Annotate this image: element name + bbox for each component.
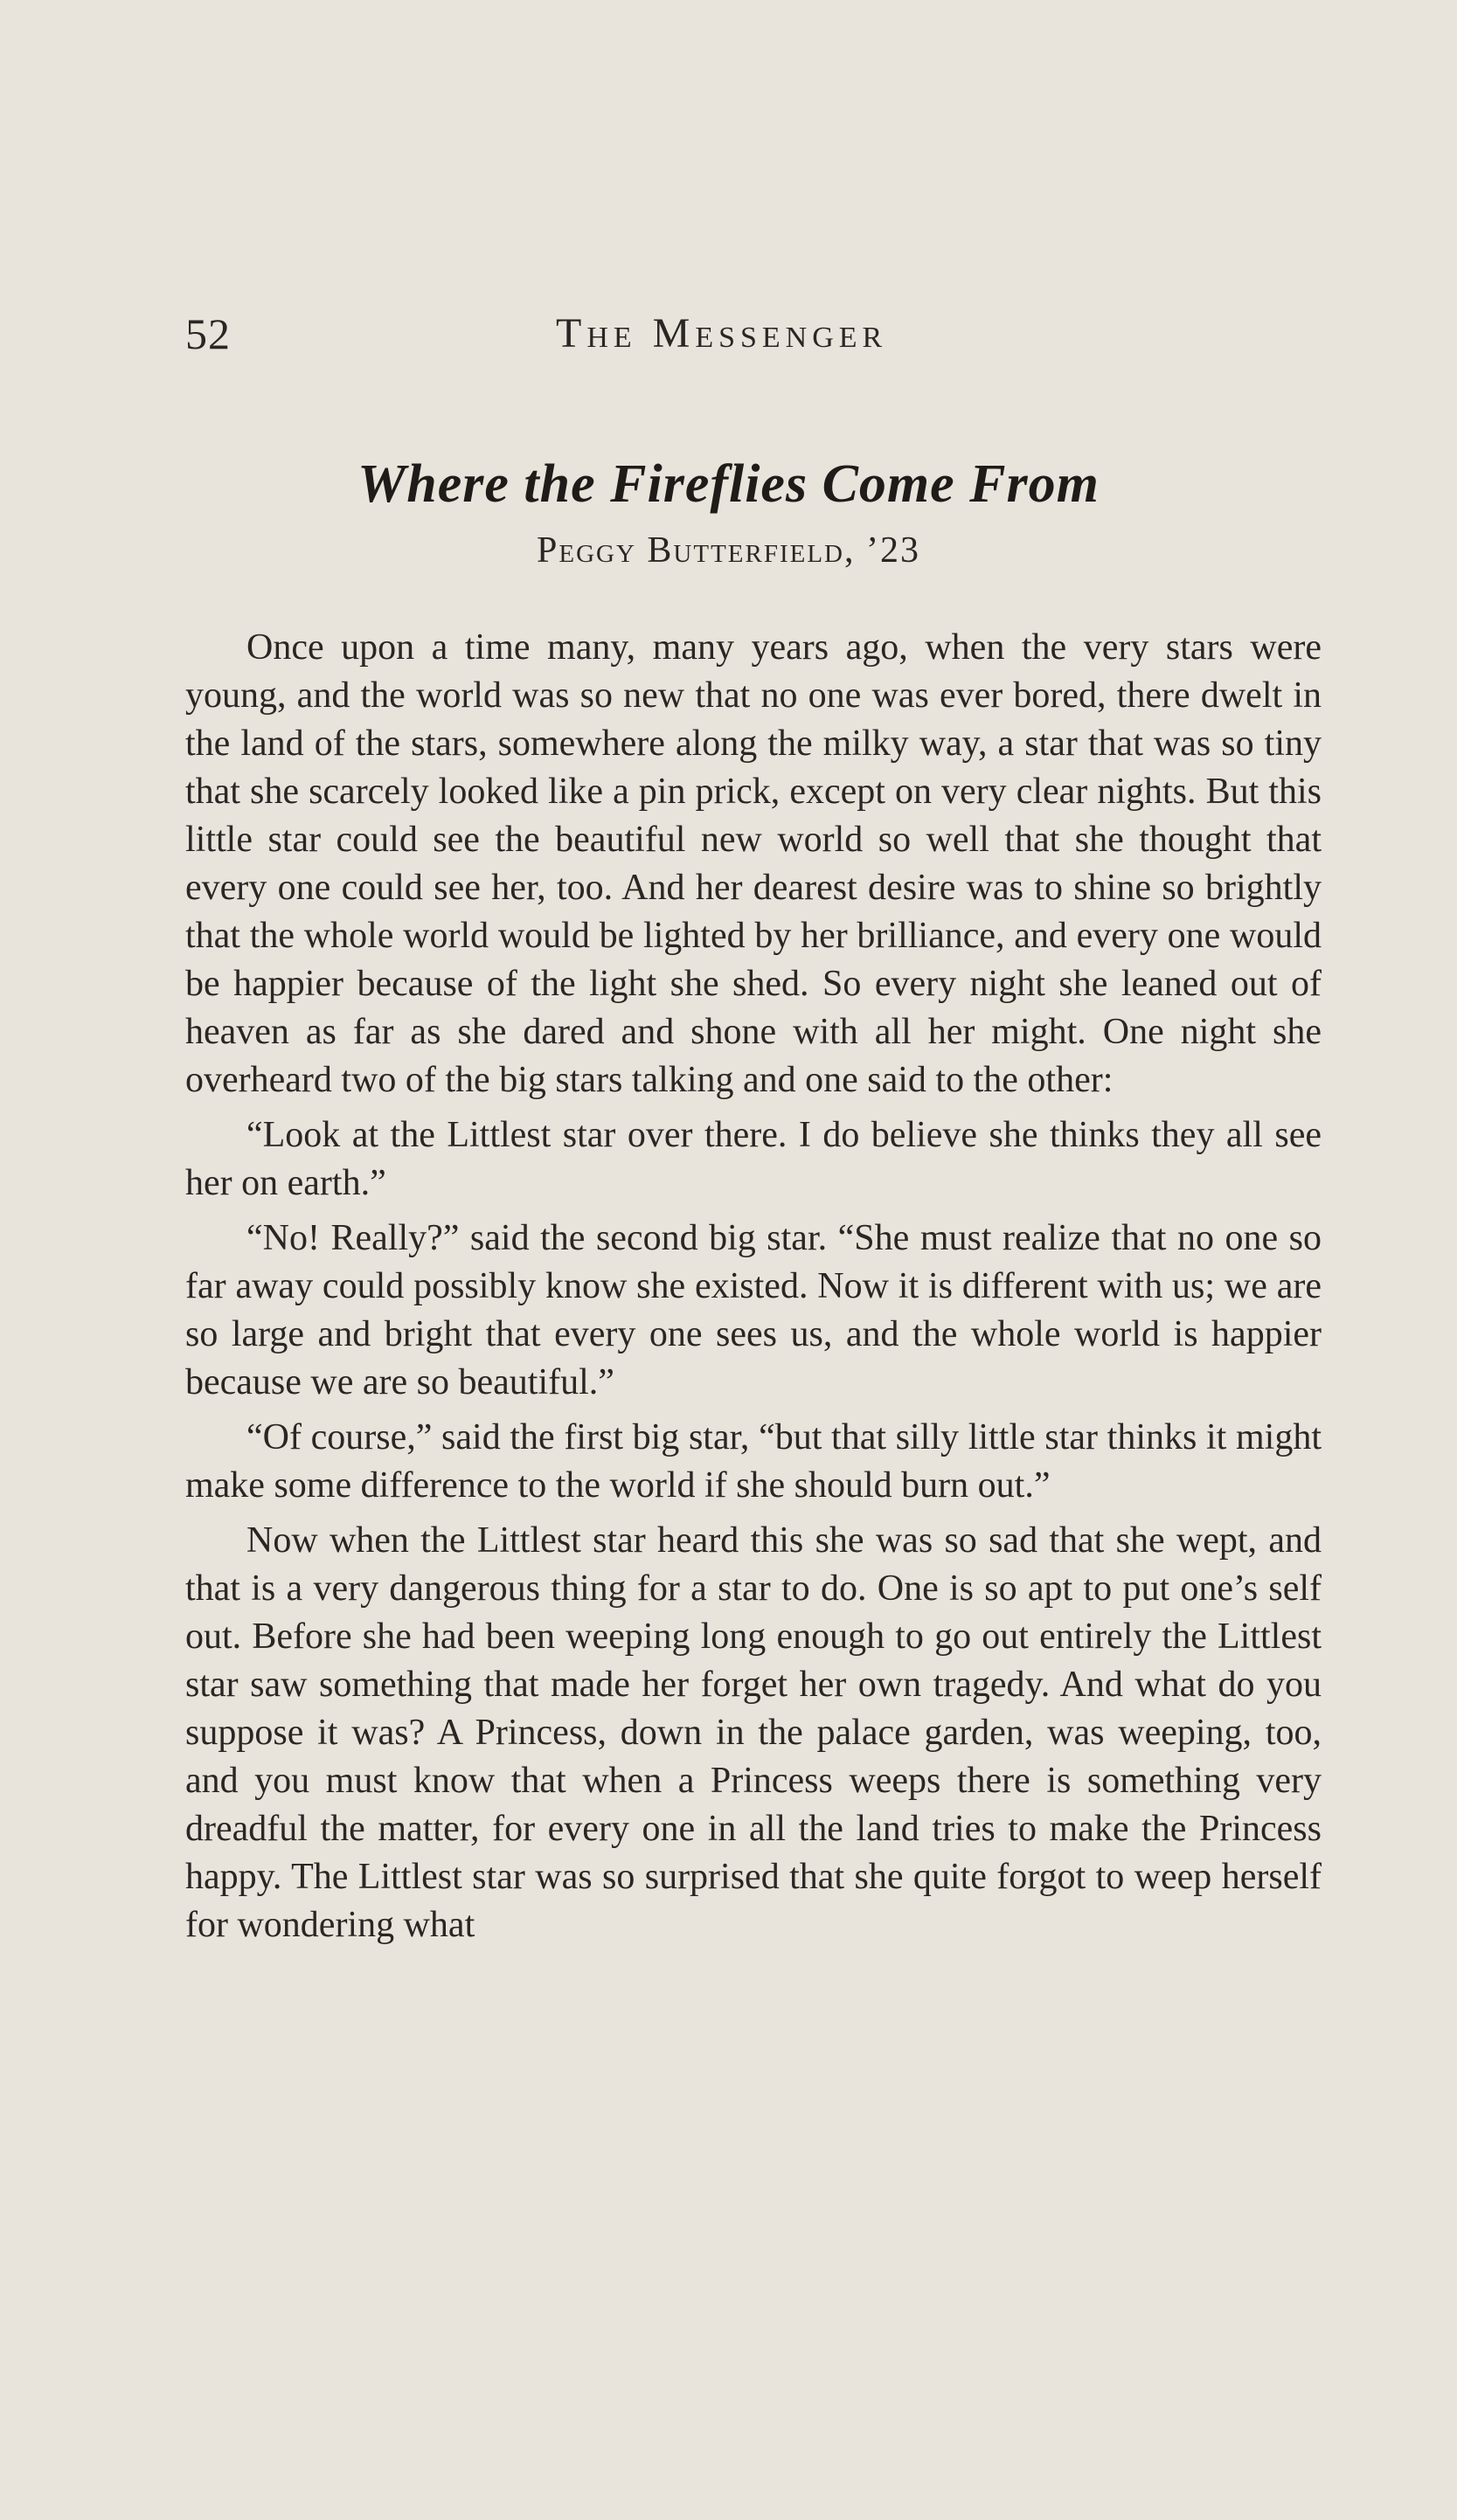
journal-title: The Messenger <box>556 310 888 357</box>
paragraph: “Look at the Littlest star over there. I do believe she thinks they all see her on earth.” <box>185 1115 1322 1203</box>
paragraph: Now when the Littlest star heard this she was so sad that she wept, and that is a very dangerous thing for a star to do. One is so apt to put one’s self out. Before she had been weeping long enough to go out entirely the Littlest star saw something that made her forget her own tragedy. And what do you suppose it was? A Princess, down in the palace garden, was weeping, too, and you must know that when a Princess weeps there is something very dreadful the matter, for every one in all the land tries to make the Princess happy. The Littlest star was so surprised that she quite forgot to weep herself for wondering what <box>185 1520 1322 1945</box>
page-number: 52 <box>185 309 231 358</box>
paragraph: “Of course,” said the first big star, “but that silly little star thinks it might make some difference to the world if she should burn out.” <box>185 1417 1322 1506</box>
article-author: Peggy Butterfield, ’23 <box>537 530 920 571</box>
paragraph: “No! Really?” said the second big star. “She must realize that no one so far away could possibly know she existed. Now it is different with us; we are so large and bright that every one sees us, and the whole world is happier because we are so beautiful.” <box>185 1218 1322 1402</box>
paragraph: Once upon a time many, many years ago, when the very stars were young, and the world was so new that no one was ever bored, there dwelt in the land of the stars, somewhere along the milky way, a star that was so tiny that she scarcely looked like a pin prick, except on very clear nights. But this little star could see the beautiful new world so well that she thought that every one could see her, too. And her dearest desire was to shine so brightly that the whole world would be lighted by her brilliance, and every one would be happier because of the light she shed. So every night she leaned out of heaven as far as she dared and shone with all her might. One night she overheard two of the big stars talking and one said to the other: <box>185 627 1322 1100</box>
article-title: Where the Fireflies Come From <box>357 454 1100 514</box>
article-body <box>185 624 1322 1956</box>
running-head <box>185 308 1322 360</box>
